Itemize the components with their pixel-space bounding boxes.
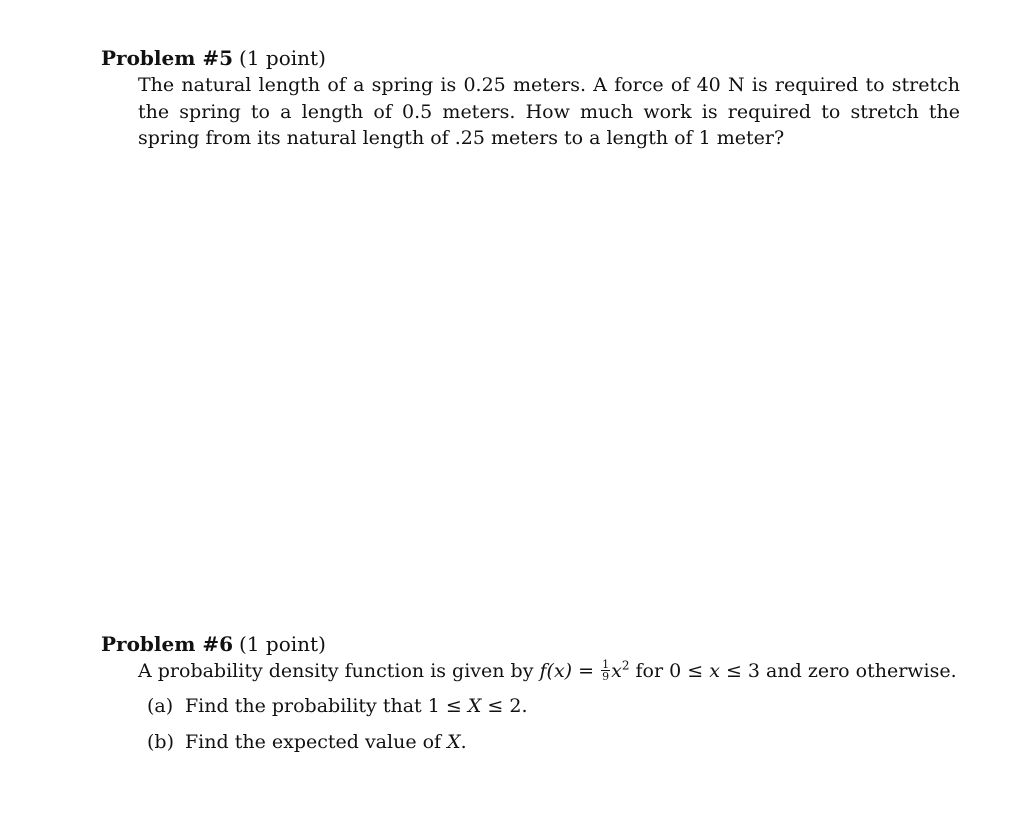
problem-6-label: Problem #6 [101,632,234,656]
part-b-end: . [460,730,467,753]
part-a-tag: (a) [147,694,174,717]
problem-5-label: Problem #5 [101,46,234,70]
range-variable: x [709,660,720,682]
problem-5-points: (1 point) [239,46,326,70]
problem-5-heading [101,44,981,72]
equals-sign: = [578,660,595,682]
part-b-tag: (b) [147,730,174,753]
part-a-text: Find the probability that 1 ≤ [185,694,462,717]
exponent: 2 [621,658,630,673]
problem-5-text: The natural length of a spring is 0.25 meters. A force of 40 N is required to stretch the spring to a length of 0.5 meters. How much work is required to stretch the spring from its natural length of .25 meters to a length of 1 meter? [138,74,960,149]
range-intro: for 0 ≤ [635,660,704,682]
fraction-numerator: 1 [602,657,610,671]
problem-6-parts [147,693,981,755]
variable-x: x [611,660,622,682]
part-a-variable: X [467,694,482,717]
problem-6-heading [101,630,981,658]
part-b [147,729,981,755]
range-end: ≤ 3 and zero otherwise. [725,660,957,682]
part-b-text: Find the expected value of [185,730,442,753]
statement-intro: A probability density function is given by [138,660,534,682]
fraction [601,659,610,682]
problem-6 [101,630,981,765]
part-a-end: ≤ 2. [487,694,528,717]
density-function: f(x) [539,660,573,682]
problem-6-statement [138,658,960,685]
problem-5 [101,44,981,152]
fraction-denominator: 9 [602,669,610,683]
part-b-variable: X [447,730,461,753]
part-a [147,693,981,719]
problem-6-points: (1 point) [239,632,326,656]
